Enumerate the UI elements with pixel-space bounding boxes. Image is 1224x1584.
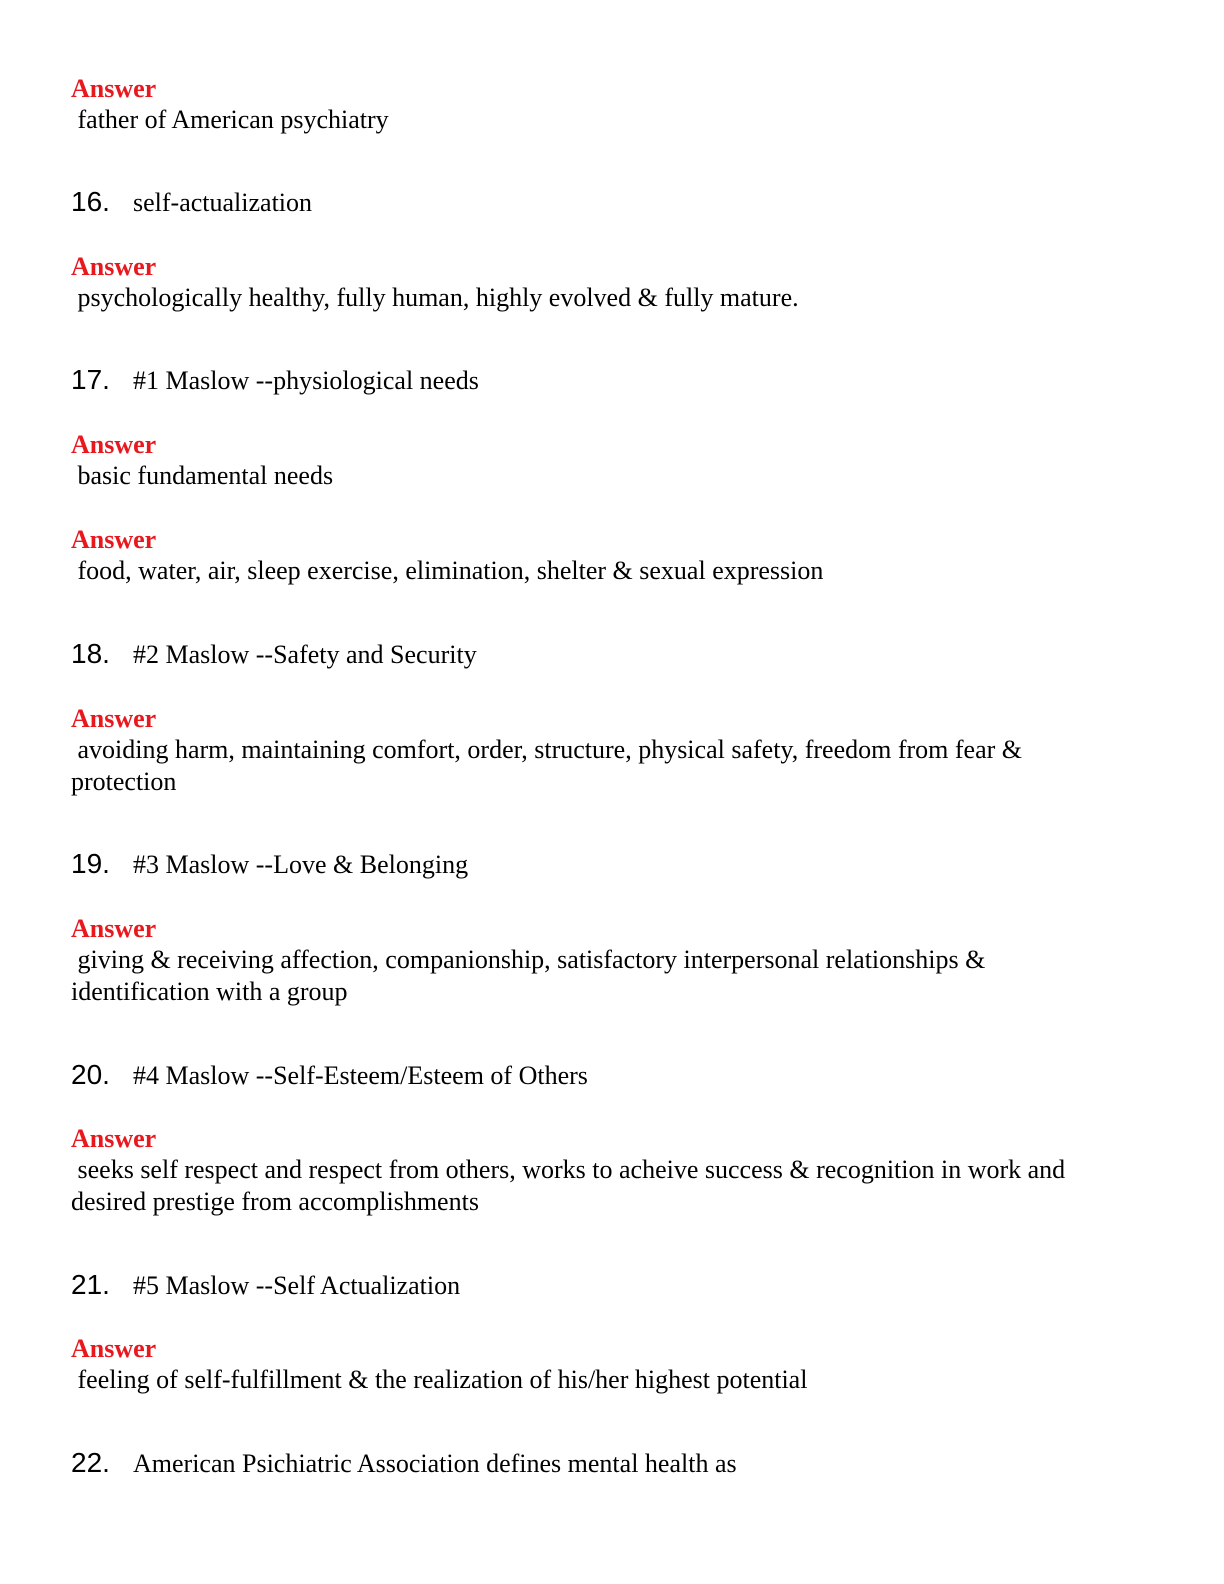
answer-text: basic fundamental needs xyxy=(71,461,334,490)
answer-block xyxy=(71,252,1151,314)
answer-label: Answer xyxy=(71,1334,157,1363)
answer-text: avoiding harm, maintaining comfort, order, structure, physical safety, freedom from fear & protection xyxy=(71,735,1023,796)
question-text: #1 Maslow --physiological needs xyxy=(133,366,479,395)
answer-text: feeling of self-fulfillment & the realization of his/her highest potential xyxy=(71,1365,808,1394)
question-19 xyxy=(71,848,1151,880)
answer-text: psychologically healthy, fully human, highly evolved & fully mature. xyxy=(71,283,799,312)
answer-text: seeks self respect and respect from others, works to acheive success & recognition in work and desired prestige from accomplishments xyxy=(71,1155,1066,1216)
question-text: #5 Maslow --Self Actualization xyxy=(133,1271,461,1300)
answer-label: Answer xyxy=(71,74,157,103)
answer-block xyxy=(71,430,1151,492)
answer-label: Answer xyxy=(71,914,157,943)
question-20 xyxy=(71,1059,1151,1091)
answer-label: Answer xyxy=(71,525,157,554)
question-16 xyxy=(71,186,1151,218)
question-number: 18. xyxy=(71,638,110,669)
question-number: 21. xyxy=(71,1269,110,1300)
question-21 xyxy=(71,1269,1151,1301)
answer-block xyxy=(71,914,1151,1008)
answer-block xyxy=(71,525,1151,587)
answer-text: food, water, air, sleep exercise, elimination, shelter & sexual expression xyxy=(71,556,824,585)
answer-label: Answer xyxy=(71,704,157,733)
question-text: American Psichiatric Association defines mental health as xyxy=(133,1449,737,1478)
question-17 xyxy=(71,364,1151,396)
question-22 xyxy=(71,1447,1151,1479)
answer-label: Answer xyxy=(71,1124,157,1153)
question-number: 19. xyxy=(71,848,110,879)
question-number: 20. xyxy=(71,1059,110,1090)
question-text: #3 Maslow --Love & Belonging xyxy=(133,850,469,879)
question-text: self-actualization xyxy=(133,188,313,217)
question-number: 17. xyxy=(71,364,110,395)
answer-block xyxy=(71,704,1151,798)
answer-text: giving & receiving affection, companionship, satisfactory interpersonal relationships & identification with a group xyxy=(71,945,986,1006)
question-number: 16. xyxy=(71,186,110,217)
answer-block xyxy=(71,1334,1151,1396)
answer-label: Answer xyxy=(71,252,157,281)
question-number: 22. xyxy=(71,1447,110,1478)
answer-block xyxy=(71,1124,1151,1218)
question-text: #2 Maslow --Safety and Security xyxy=(133,640,477,669)
answer-label: Answer xyxy=(71,430,157,459)
question-text: #4 Maslow --Self-Esteem/Esteem of Others xyxy=(133,1061,588,1090)
answer-block xyxy=(71,74,1151,136)
answer-text: father of American psychiatry xyxy=(71,105,389,134)
question-18 xyxy=(71,638,1151,670)
